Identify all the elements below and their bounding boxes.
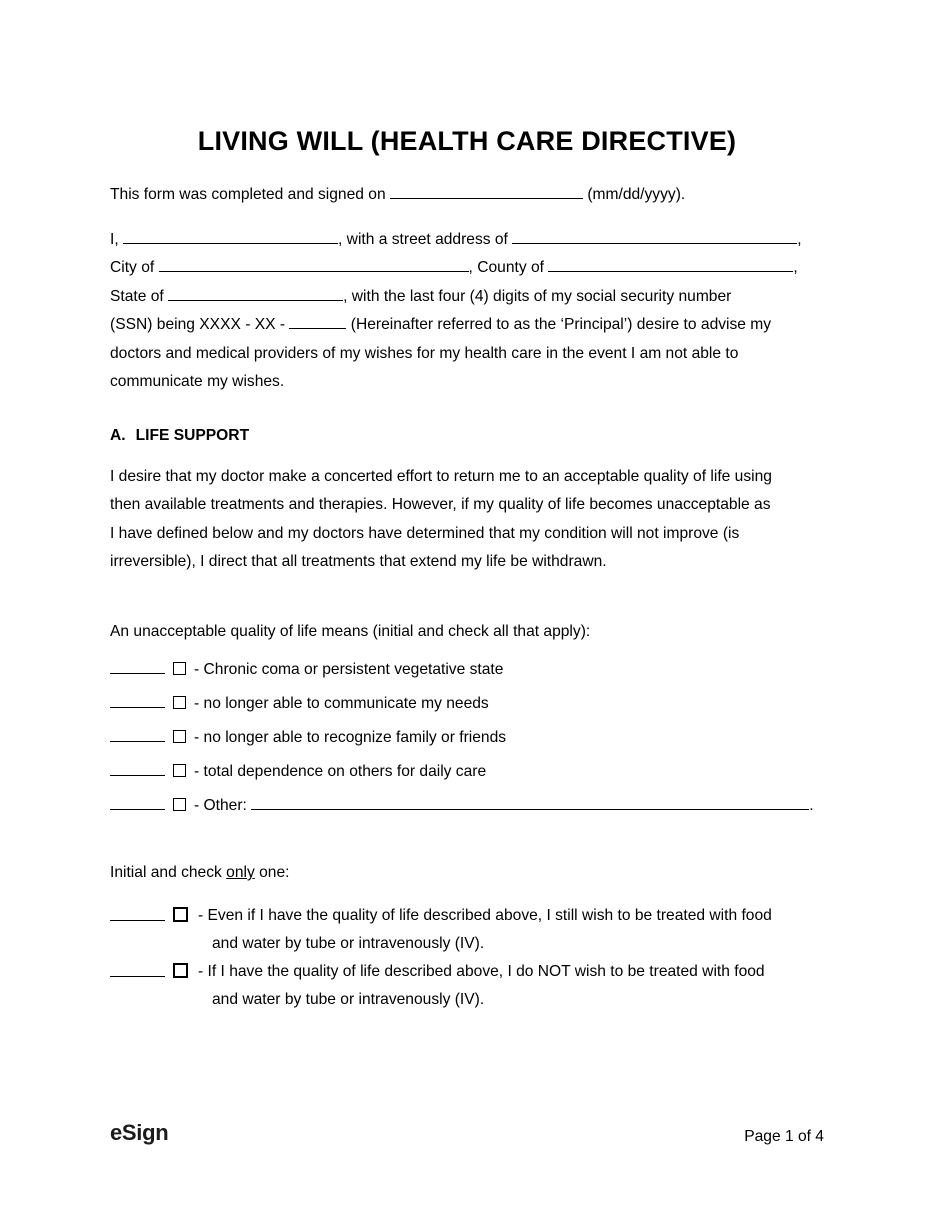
initials-field[interactable] [110, 808, 165, 810]
intro-line-5: doctors and medical providers of my wishes for my health care in the event I am not able to [110, 344, 739, 362]
intro-line4-text2: (Hereinafter referred to as the ‘Principal’) desire to advise my [350, 316, 772, 334]
date-line-suffix: (mm/dd/yyyy). [587, 186, 686, 203]
checklist-item-communicate-needs [110, 693, 824, 715]
date-line-prefix: This form was completed and signed on [110, 186, 386, 203]
street-address-field[interactable] [512, 242, 797, 244]
checklist-intro: An unacceptable quality of life means (initial and check all that apply): [110, 623, 591, 640]
checkbox-icon[interactable] [173, 963, 188, 978]
city-field[interactable] [159, 270, 469, 272]
section-a-number: A. [110, 427, 126, 444]
checklist-item-label: - no longer able to recognize family or friends [194, 729, 507, 746]
life-support-paragraph [110, 463, 824, 577]
option-text [198, 902, 772, 958]
page-title: LIVING WILL (HEALTH CARE DIRECTIVE) [197, 126, 737, 157]
checkbox-icon[interactable] [173, 907, 188, 922]
esign-logo: eSign [110, 1120, 169, 1145]
intro-line-1 [110, 226, 824, 254]
page-number: Page 1 of 4 [744, 1128, 824, 1145]
quality-of-life-checklist [110, 659, 824, 829]
intro-line2-text: City of [110, 259, 155, 277]
exclusive-intro-post: one: [259, 864, 290, 881]
life-support-line-2: then available treatments and therapies. However, if my quality of life becomes unacceptable as [110, 496, 771, 514]
other-terminator: . [809, 797, 814, 814]
checklist-item-total-dependence [110, 761, 824, 783]
exclusive-intro-pre: Initial and check [110, 864, 222, 881]
checklist-item-label: - total dependence on others for daily care [194, 763, 487, 780]
principal-name-field[interactable] [123, 242, 338, 244]
option-line-2: and water by tube or intravenously (IV). [212, 935, 485, 952]
life-support-line-3: I have defined below and my doctors have determined that my condition will not improve (is [110, 524, 740, 542]
ssn-last-four-field[interactable] [289, 327, 346, 329]
option-line-2: and water by tube or intravenously (IV). [212, 991, 485, 1008]
initials-field[interactable] [110, 740, 165, 742]
checkbox-icon[interactable] [173, 798, 186, 811]
initials-field[interactable] [110, 706, 165, 708]
section-a-title: LIFE SUPPORT [135, 427, 250, 444]
option-line-1: - If I have the quality of life described above, I do NOT wish to be treated with food [198, 963, 765, 980]
life-support-line-1: I desire that my doctor make a concerted effort to return me to an acceptable quality of life using [110, 468, 772, 485]
principal-intro-paragraph [110, 226, 824, 396]
other-label: - Other: [194, 797, 247, 814]
checklist-item-recognize-family [110, 727, 824, 749]
section-a-heading [110, 427, 824, 445]
checklist-item-other [110, 795, 824, 817]
checkbox-icon[interactable] [173, 764, 186, 777]
option-text [198, 958, 765, 1014]
intro-line1-text2: , with a street address of [338, 231, 508, 248]
other-description-field[interactable] [251, 808, 809, 810]
intro-line-4 [110, 311, 824, 339]
intro-line3-text2: , with the last four (4) digits of my social security number [343, 287, 732, 305]
intro-line1-comma: , [797, 231, 802, 248]
intro-line-6: communicate my wishes. [110, 373, 285, 391]
option-feed-by-tube [110, 902, 824, 958]
checkbox-icon[interactable] [173, 662, 186, 675]
checklist-item-label: - Chronic coma or persistent vegetative state [194, 661, 504, 678]
initials-field[interactable] [110, 672, 165, 674]
initials-field[interactable] [110, 975, 165, 977]
checklist-item-chronic-coma [110, 659, 824, 681]
option-line-1: - Even if I have the quality of life described above, I still wish to be treated with food [198, 907, 772, 924]
intro-line2-text2: , County of [468, 259, 544, 277]
checklist-item-label: - no longer able to communicate my needs [194, 695, 489, 712]
exclusive-choice-intro [110, 864, 824, 882]
checkbox-icon[interactable] [173, 696, 186, 709]
checkbox-icon[interactable] [173, 730, 186, 743]
state-field[interactable] [168, 299, 343, 301]
intro-line4-text: (SSN) being XXXX - XX - [110, 316, 286, 334]
initials-field[interactable] [110, 774, 165, 776]
life-support-line-4: irreversible), I direct that all treatments that extend my life be withdrawn. [110, 553, 607, 571]
county-field[interactable] [548, 270, 793, 272]
exclusive-intro-only: only [226, 864, 255, 881]
intro-line-3 [110, 283, 824, 311]
initials-field[interactable] [110, 919, 165, 921]
date-signed-field[interactable] [390, 197, 583, 199]
intro-line2-comma: , [793, 259, 798, 277]
intro-line3-text: State of [110, 287, 164, 305]
intro-line-2 [110, 254, 824, 282]
date-signed-line [110, 186, 824, 204]
intro-line1-text: I, [110, 231, 119, 248]
option-no-feed-by-tube [110, 958, 824, 1014]
